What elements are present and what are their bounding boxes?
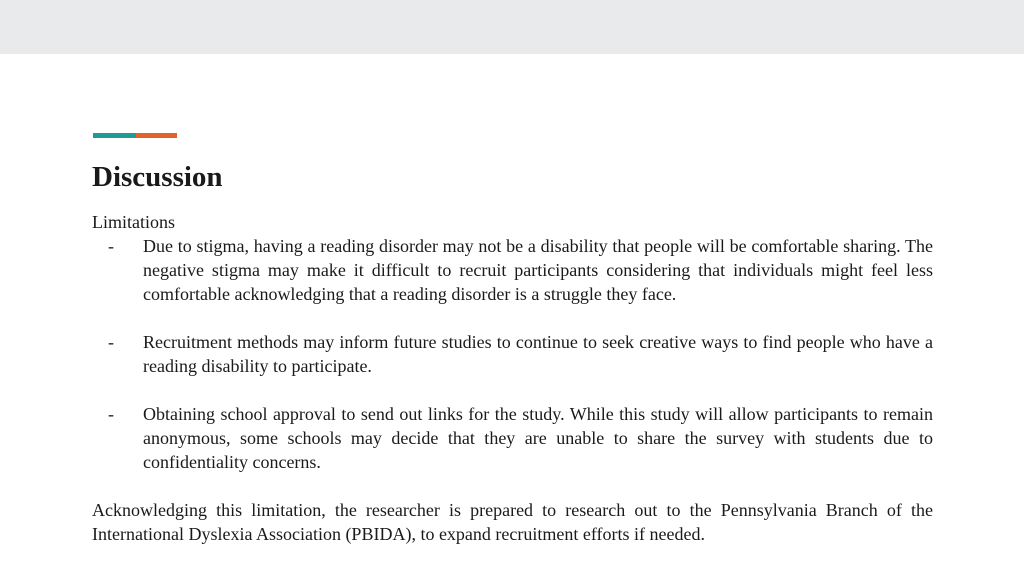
- closing-paragraph: Acknowledging this limitation, the researcher is prepared to research out to the Pennsylvania Branch of the International Dyslexia Association (PBIDA), to expand recruitment efforts if needed.: [92, 500, 933, 544]
- bullet-marker: -: [108, 332, 114, 352]
- bullet-marker: -: [108, 236, 114, 256]
- bullet-item: [92, 234, 933, 306]
- bullet-item: [92, 402, 933, 474]
- top-banner: [0, 0, 1024, 54]
- bullet-text: Due to stigma, having a reading disorder may not be a disability that people will be comfortable sharing. The negative stigma may make it difficult to recruit participants considering that individuals might feel less comfortable acknowledging that a reading disorder is a struggle they face.: [143, 236, 933, 304]
- slide-body: [92, 210, 933, 546]
- bullet-item: [92, 330, 933, 378]
- accent-line-orange: [136, 133, 177, 138]
- accent-line-teal: [93, 133, 137, 138]
- section-subheading: Limitations: [92, 212, 175, 232]
- slide-title: Discussion: [92, 161, 223, 193]
- bullet-text: Obtaining school approval to send out links for the study. While this study will allow participants to remain anonymous, some schools may decide that they are unable to share the survey with students due to confidentiality concerns.: [143, 404, 933, 472]
- bullet-marker: -: [108, 404, 114, 424]
- bullet-text: Recruitment methods may inform future studies to continue to seek creative ways to find people who have a reading disability to participate.: [143, 332, 933, 376]
